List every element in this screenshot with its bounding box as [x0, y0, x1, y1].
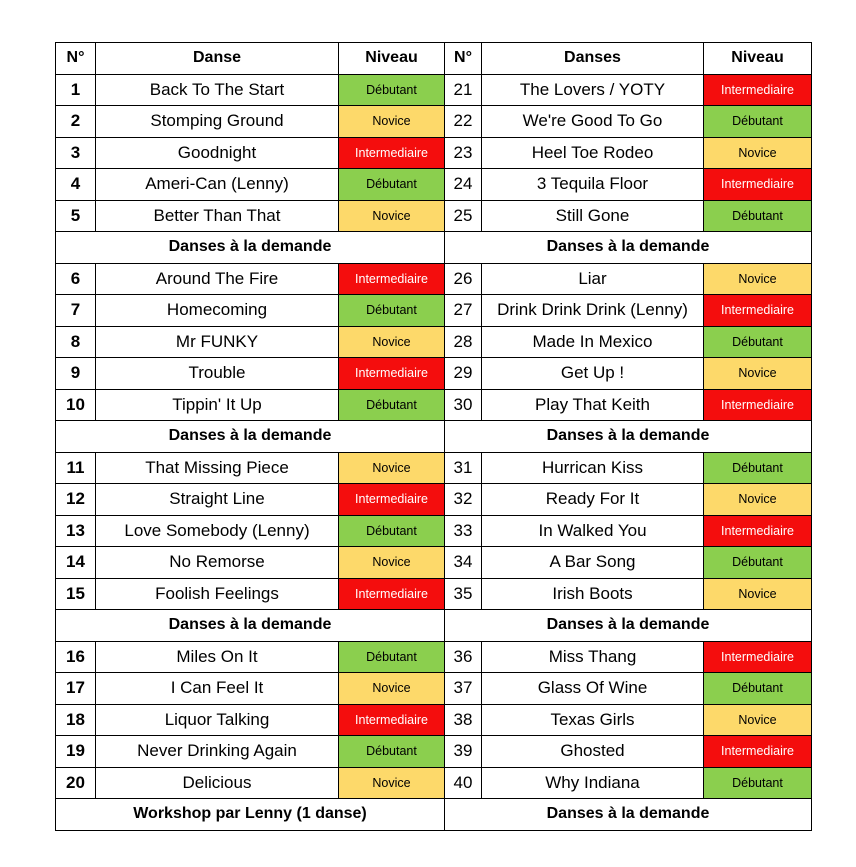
header-num-right: N°	[445, 43, 482, 75]
dance-row	[56, 767, 812, 799]
dance-number: 40	[445, 767, 482, 799]
dance-number: 30	[445, 389, 482, 421]
level-badge: Intermediaire	[339, 484, 445, 516]
dance-name: Still Gone	[482, 200, 704, 232]
header-num-left: N°	[56, 43, 96, 75]
dance-number: 22	[445, 106, 482, 138]
header-level-right: Niveau	[704, 43, 812, 75]
level-badge: Novice	[339, 106, 445, 138]
dance-name: 3 Tequila Floor	[482, 169, 704, 201]
dance-number: 28	[445, 326, 482, 358]
dance-number: 34	[445, 547, 482, 579]
level-badge: Intermediaire	[704, 641, 812, 673]
dance-number: 35	[445, 578, 482, 610]
dance-name: Better Than That	[96, 200, 339, 232]
section-label-right: Danses à la demande	[445, 610, 812, 642]
dance-name: The Lovers / YOTY	[482, 74, 704, 106]
dance-name: Never Drinking Again	[96, 736, 339, 768]
header-dance-left: Danse	[96, 43, 339, 75]
dance-name: Goodnight	[96, 137, 339, 169]
level-badge: Novice	[704, 137, 812, 169]
level-badge: Novice	[339, 452, 445, 484]
dance-row	[56, 74, 812, 106]
dance-name: Homecoming	[96, 295, 339, 327]
dance-number: 5	[56, 200, 96, 232]
level-badge: Débutant	[704, 673, 812, 705]
dance-number: 29	[445, 358, 482, 390]
level-badge: Novice	[704, 704, 812, 736]
level-badge: Débutant	[339, 736, 445, 768]
dance-name: Trouble	[96, 358, 339, 390]
level-badge: Débutant	[704, 767, 812, 799]
dance-name: Made In Mexico	[482, 326, 704, 358]
dance-row	[56, 484, 812, 516]
dance-name: Mr FUNKY	[96, 326, 339, 358]
dance-name: Ameri-Can (Lenny)	[96, 169, 339, 201]
level-badge: Débutant	[339, 641, 445, 673]
level-badge: Novice	[704, 578, 812, 610]
dance-number: 6	[56, 263, 96, 295]
dance-program-table	[55, 42, 812, 831]
dance-number: 27	[445, 295, 482, 327]
level-badge: Intermediaire	[704, 389, 812, 421]
dance-name: I Can Feel It	[96, 673, 339, 705]
section-row	[56, 799, 812, 831]
level-badge: Novice	[704, 358, 812, 390]
header-level-left: Niveau	[339, 43, 445, 75]
dance-number: 9	[56, 358, 96, 390]
level-badge: Débutant	[339, 74, 445, 106]
section-label-right: Danses à la demande	[445, 421, 812, 453]
dance-name: Liquor Talking	[96, 704, 339, 736]
dance-row	[56, 673, 812, 705]
dance-number: 26	[445, 263, 482, 295]
dance-row	[56, 578, 812, 610]
dance-row	[56, 389, 812, 421]
dance-name: Delicious	[96, 767, 339, 799]
dance-name: Liar	[482, 263, 704, 295]
level-badge: Débutant	[704, 326, 812, 358]
section-label-right: Danses à la demande	[445, 799, 812, 831]
header-row	[56, 43, 812, 75]
dance-name: Texas Girls	[482, 704, 704, 736]
dance-name: That Missing Piece	[96, 452, 339, 484]
dance-number: 14	[56, 547, 96, 579]
level-badge: Intermediaire	[704, 515, 812, 547]
dance-number: 37	[445, 673, 482, 705]
level-badge: Novice	[339, 673, 445, 705]
dance-row	[56, 200, 812, 232]
dance-name: Miles On It	[96, 641, 339, 673]
section-row	[56, 421, 812, 453]
dance-row	[56, 515, 812, 547]
dance-row	[56, 106, 812, 138]
level-badge: Débutant	[339, 515, 445, 547]
dance-row	[56, 295, 812, 327]
dance-name: Stomping Ground	[96, 106, 339, 138]
section-label-left: Danses à la demande	[56, 421, 445, 453]
level-badge: Intermediaire	[339, 358, 445, 390]
dance-number: 39	[445, 736, 482, 768]
level-badge: Novice	[339, 200, 445, 232]
dance-name: Heel Toe Rodeo	[482, 137, 704, 169]
level-badge: Intermediaire	[339, 137, 445, 169]
level-badge: Intermediaire	[704, 169, 812, 201]
dance-number: 15	[56, 578, 96, 610]
dance-number: 33	[445, 515, 482, 547]
level-badge: Novice	[704, 484, 812, 516]
dance-row	[56, 326, 812, 358]
dance-number: 12	[56, 484, 96, 516]
dance-name: Foolish Feelings	[96, 578, 339, 610]
level-badge: Novice	[339, 326, 445, 358]
dance-name: A Bar Song	[482, 547, 704, 579]
section-label-left: Danses à la demande	[56, 232, 445, 264]
dance-number: 23	[445, 137, 482, 169]
level-badge: Débutant	[704, 200, 812, 232]
dance-name: Drink Drink Drink (Lenny)	[482, 295, 704, 327]
dance-name: Tippin' It Up	[96, 389, 339, 421]
dance-number: 4	[56, 169, 96, 201]
dance-number: 10	[56, 389, 96, 421]
dance-number: 13	[56, 515, 96, 547]
level-badge: Intermediaire	[704, 295, 812, 327]
dance-name: Around The Fire	[96, 263, 339, 295]
section-label-left: Danses à la demande	[56, 610, 445, 642]
dance-number: 19	[56, 736, 96, 768]
level-badge: Débutant	[704, 452, 812, 484]
level-badge: Débutant	[339, 389, 445, 421]
dance-row	[56, 137, 812, 169]
dance-number: 24	[445, 169, 482, 201]
dance-name: Why Indiana	[482, 767, 704, 799]
dance-row	[56, 641, 812, 673]
dance-number: 2	[56, 106, 96, 138]
dance-name: Irish Boots	[482, 578, 704, 610]
level-badge: Intermediaire	[704, 736, 812, 768]
section-label-right: Danses à la demande	[445, 232, 812, 264]
level-badge: Débutant	[339, 169, 445, 201]
dance-number: 31	[445, 452, 482, 484]
section-row	[56, 610, 812, 642]
dance-name: We're Good To Go	[482, 106, 704, 138]
dance-number: 7	[56, 295, 96, 327]
dance-number: 36	[445, 641, 482, 673]
dance-number: 25	[445, 200, 482, 232]
level-badge: Débutant	[704, 547, 812, 579]
dance-row	[56, 358, 812, 390]
dance-row	[56, 452, 812, 484]
level-badge: Novice	[704, 263, 812, 295]
dance-row	[56, 704, 812, 736]
dance-number: 16	[56, 641, 96, 673]
dance-row	[56, 263, 812, 295]
level-badge: Intermediaire	[339, 704, 445, 736]
dance-row	[56, 169, 812, 201]
section-row	[56, 232, 812, 264]
dance-number: 3	[56, 137, 96, 169]
level-badge: Intermediaire	[339, 578, 445, 610]
dance-name: Get Up !	[482, 358, 704, 390]
level-badge: Débutant	[339, 295, 445, 327]
header-dance-right: Danses	[482, 43, 704, 75]
dance-name: Ghosted	[482, 736, 704, 768]
dance-number: 8	[56, 326, 96, 358]
level-badge: Novice	[339, 547, 445, 579]
dance-name: Ready For It	[482, 484, 704, 516]
dance-row	[56, 547, 812, 579]
dance-name: Love Somebody (Lenny)	[96, 515, 339, 547]
dance-name: Straight Line	[96, 484, 339, 516]
level-badge: Débutant	[704, 106, 812, 138]
dance-name: Miss Thang	[482, 641, 704, 673]
dance-number: 18	[56, 704, 96, 736]
dance-number: 21	[445, 74, 482, 106]
dance-number: 38	[445, 704, 482, 736]
level-badge: Novice	[339, 767, 445, 799]
dance-number: 17	[56, 673, 96, 705]
dance-number: 32	[445, 484, 482, 516]
dance-name: No Remorse	[96, 547, 339, 579]
dance-name: In Walked You	[482, 515, 704, 547]
section-label-left: Workshop par Lenny (1 danse)	[56, 799, 445, 831]
dance-name: Back To The Start	[96, 74, 339, 106]
dance-number: 20	[56, 767, 96, 799]
dance-number: 11	[56, 452, 96, 484]
dance-number: 1	[56, 74, 96, 106]
dance-row	[56, 736, 812, 768]
dance-name: Glass Of Wine	[482, 673, 704, 705]
level-badge: Intermediaire	[704, 74, 812, 106]
dance-name: Play That Keith	[482, 389, 704, 421]
level-badge: Intermediaire	[339, 263, 445, 295]
dance-name: Hurrican Kiss	[482, 452, 704, 484]
